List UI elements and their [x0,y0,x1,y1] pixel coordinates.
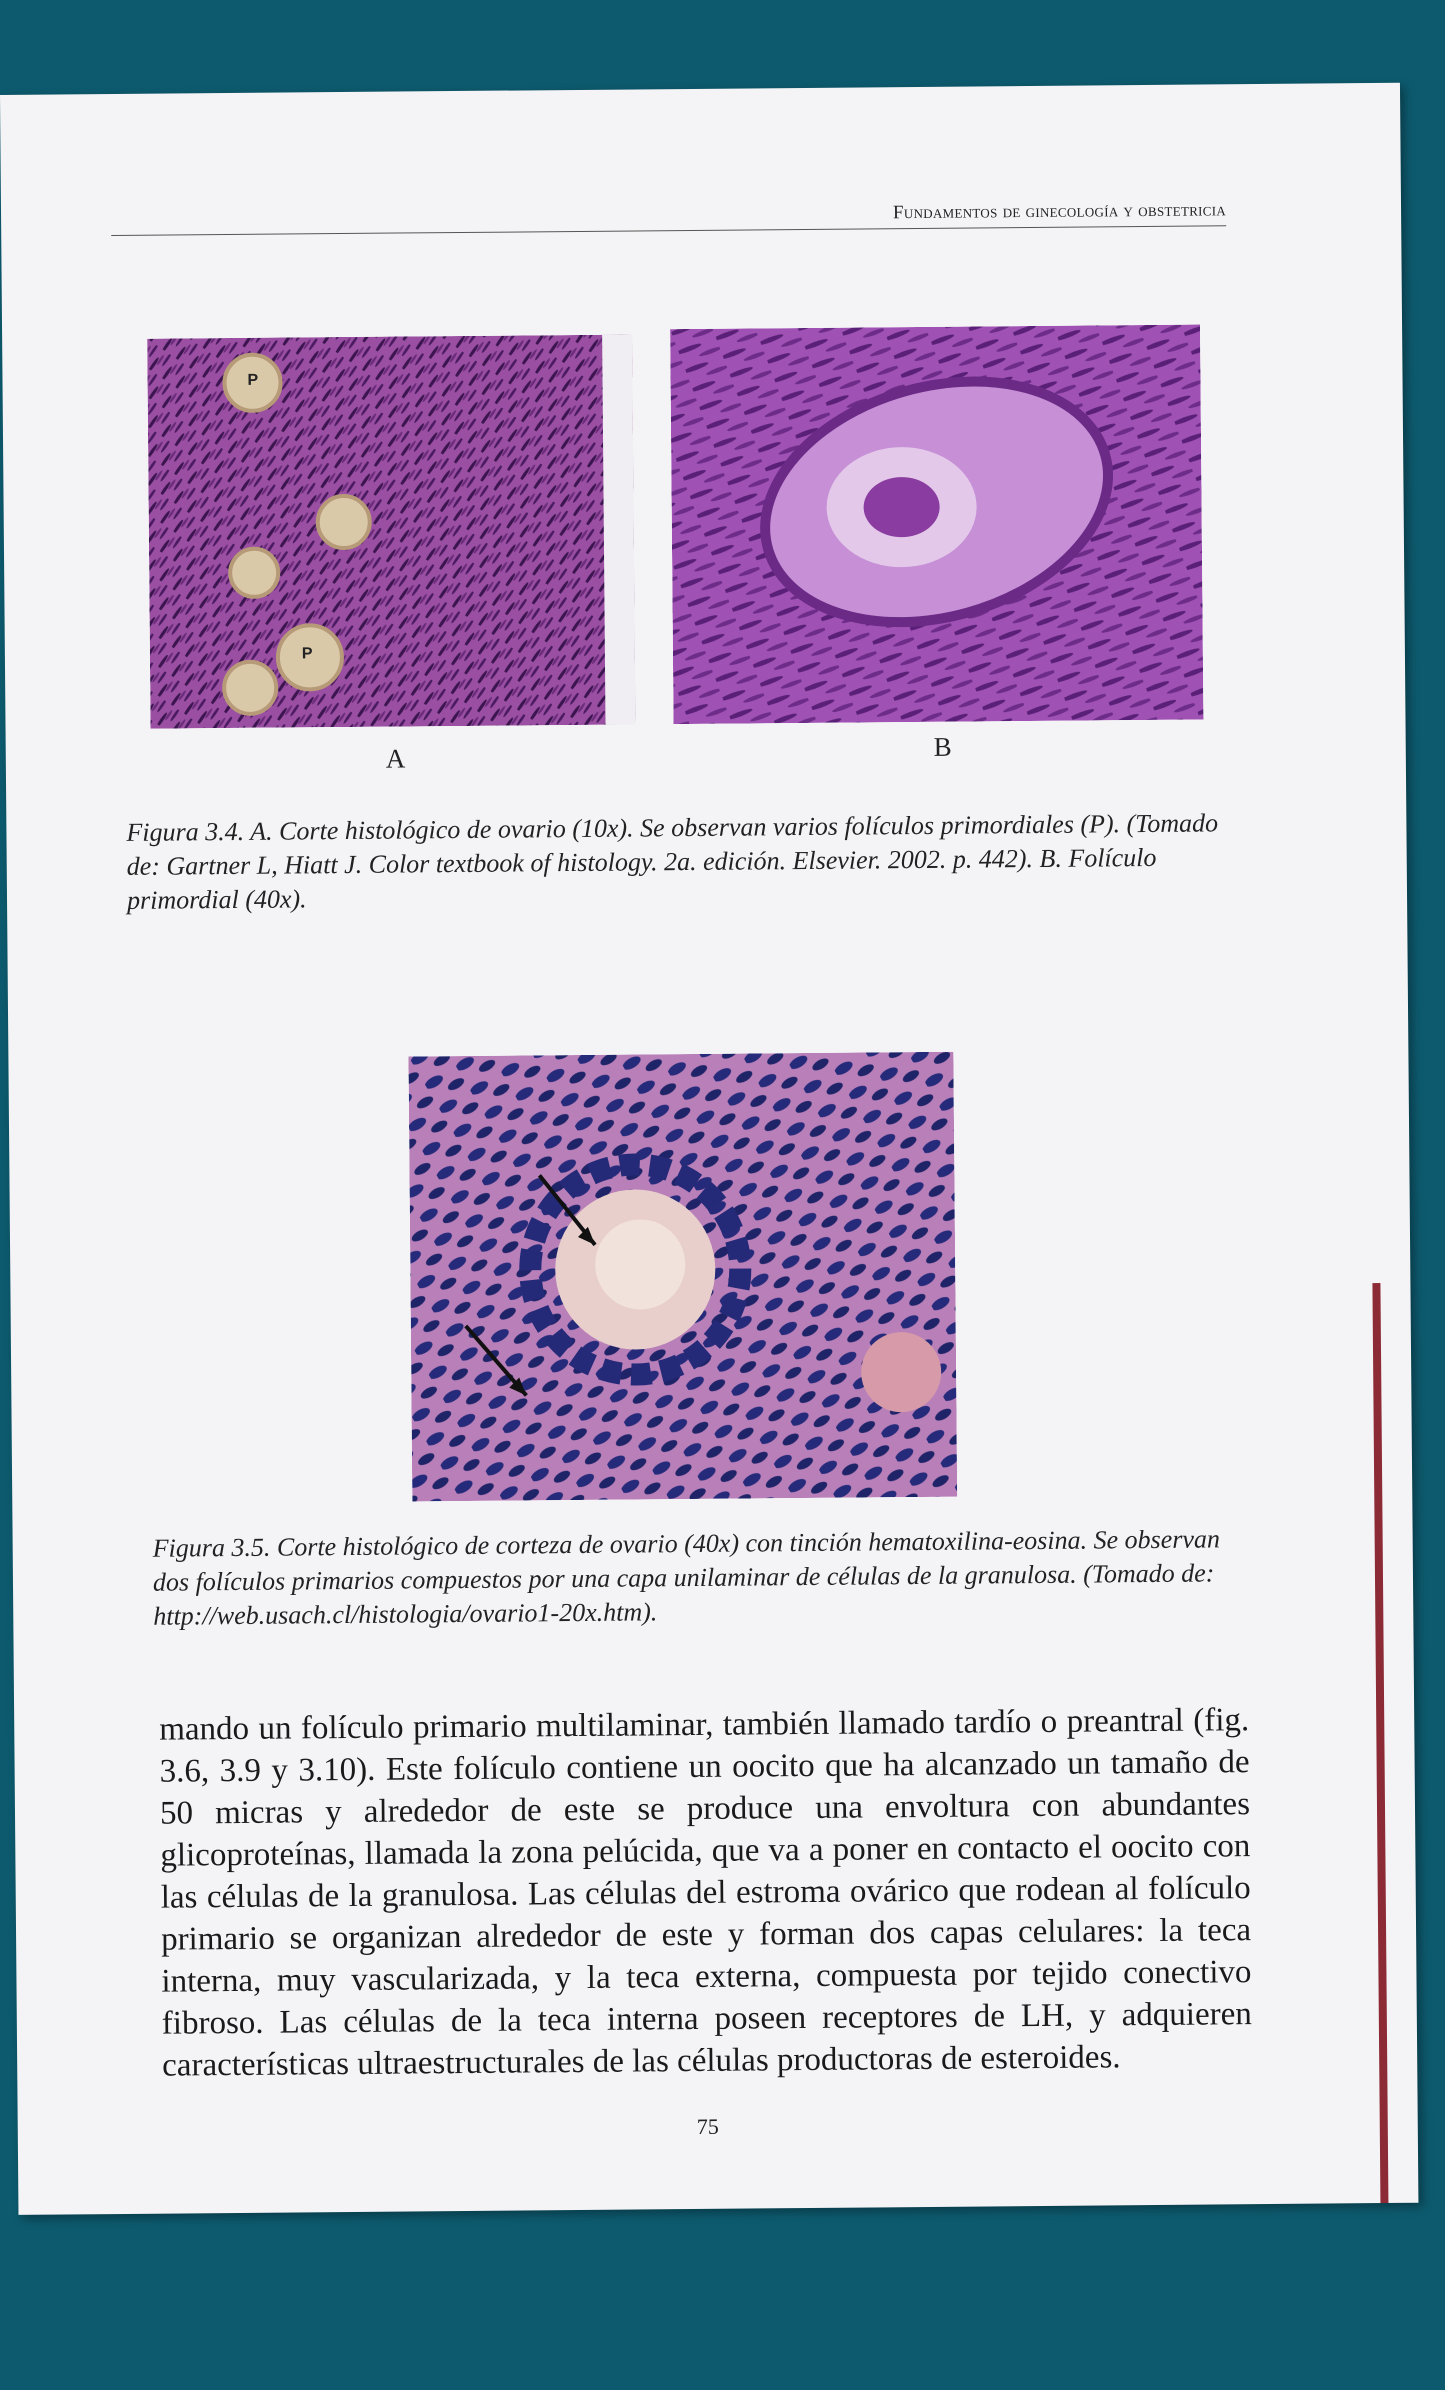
follicle-mark-p: P [247,371,259,389]
figure-label-b: B [933,731,952,762]
micrograph-3-4-a [147,334,635,728]
running-head: Fundamentos de ginecología y obstetricia [111,199,1226,236]
follicle-mark-p: P [301,645,313,663]
body-paragraph [159,1699,1252,2086]
figure-3-5-caption: Figura 3.5. Corte histológico de corteza de ovario (40x) con tinción hematoxilina-eosina. Se observan dos folículos primarios compuestos por una capa unilaminar de células de la granulosa. (Tomado de: http://web.usach.cl/histologia/ovario1-20x.htm). [152,1524,1221,1631]
micrograph-3-5 [408,1052,957,1502]
figure-label-a: A [385,743,406,774]
figure-3-4-caption: Figura 3.4. A. Corte histológico de ovario (10x). Se observan varios folículos primordiales (P). (Tomado de: Gartner L, Hiatt J. Color textbook of histology. 2a. edición. Elsevier. 2002. p. 442). B. Folículo primordial (40x). [126,808,1219,915]
page-number: 75 [696,2113,719,2139]
book-cover-edge [1372,1283,1388,2203]
micrograph-3-4-b [670,325,1203,725]
body-paragraph-text: mando un folículo primario multilaminar, también llamado tardío o preantral (fig. 3.6, 3.9 y 3.10). Este folículo contiene un oocito que ha alcanzado un tamaño de 50 micras y alrededor de este se produce una envoltura con abundantes glicoproteínas, llamada la zona pelúcida, que va a poner en contacto el oocito con las células de la granulosa. Las células del estroma ovárico que rodean al folículo primario se organizan alrededor de este y forman dos capas celulares: la teca interna, muy vascularizada, y la teca externa, compuesta por tejido conectivo fibroso. Las células de la teca interna poseen receptores de LH, y adquieren características ultraestructurales de las células productoras de esteroides. [159,1702,1252,2084]
book-page [0,83,1418,2215]
